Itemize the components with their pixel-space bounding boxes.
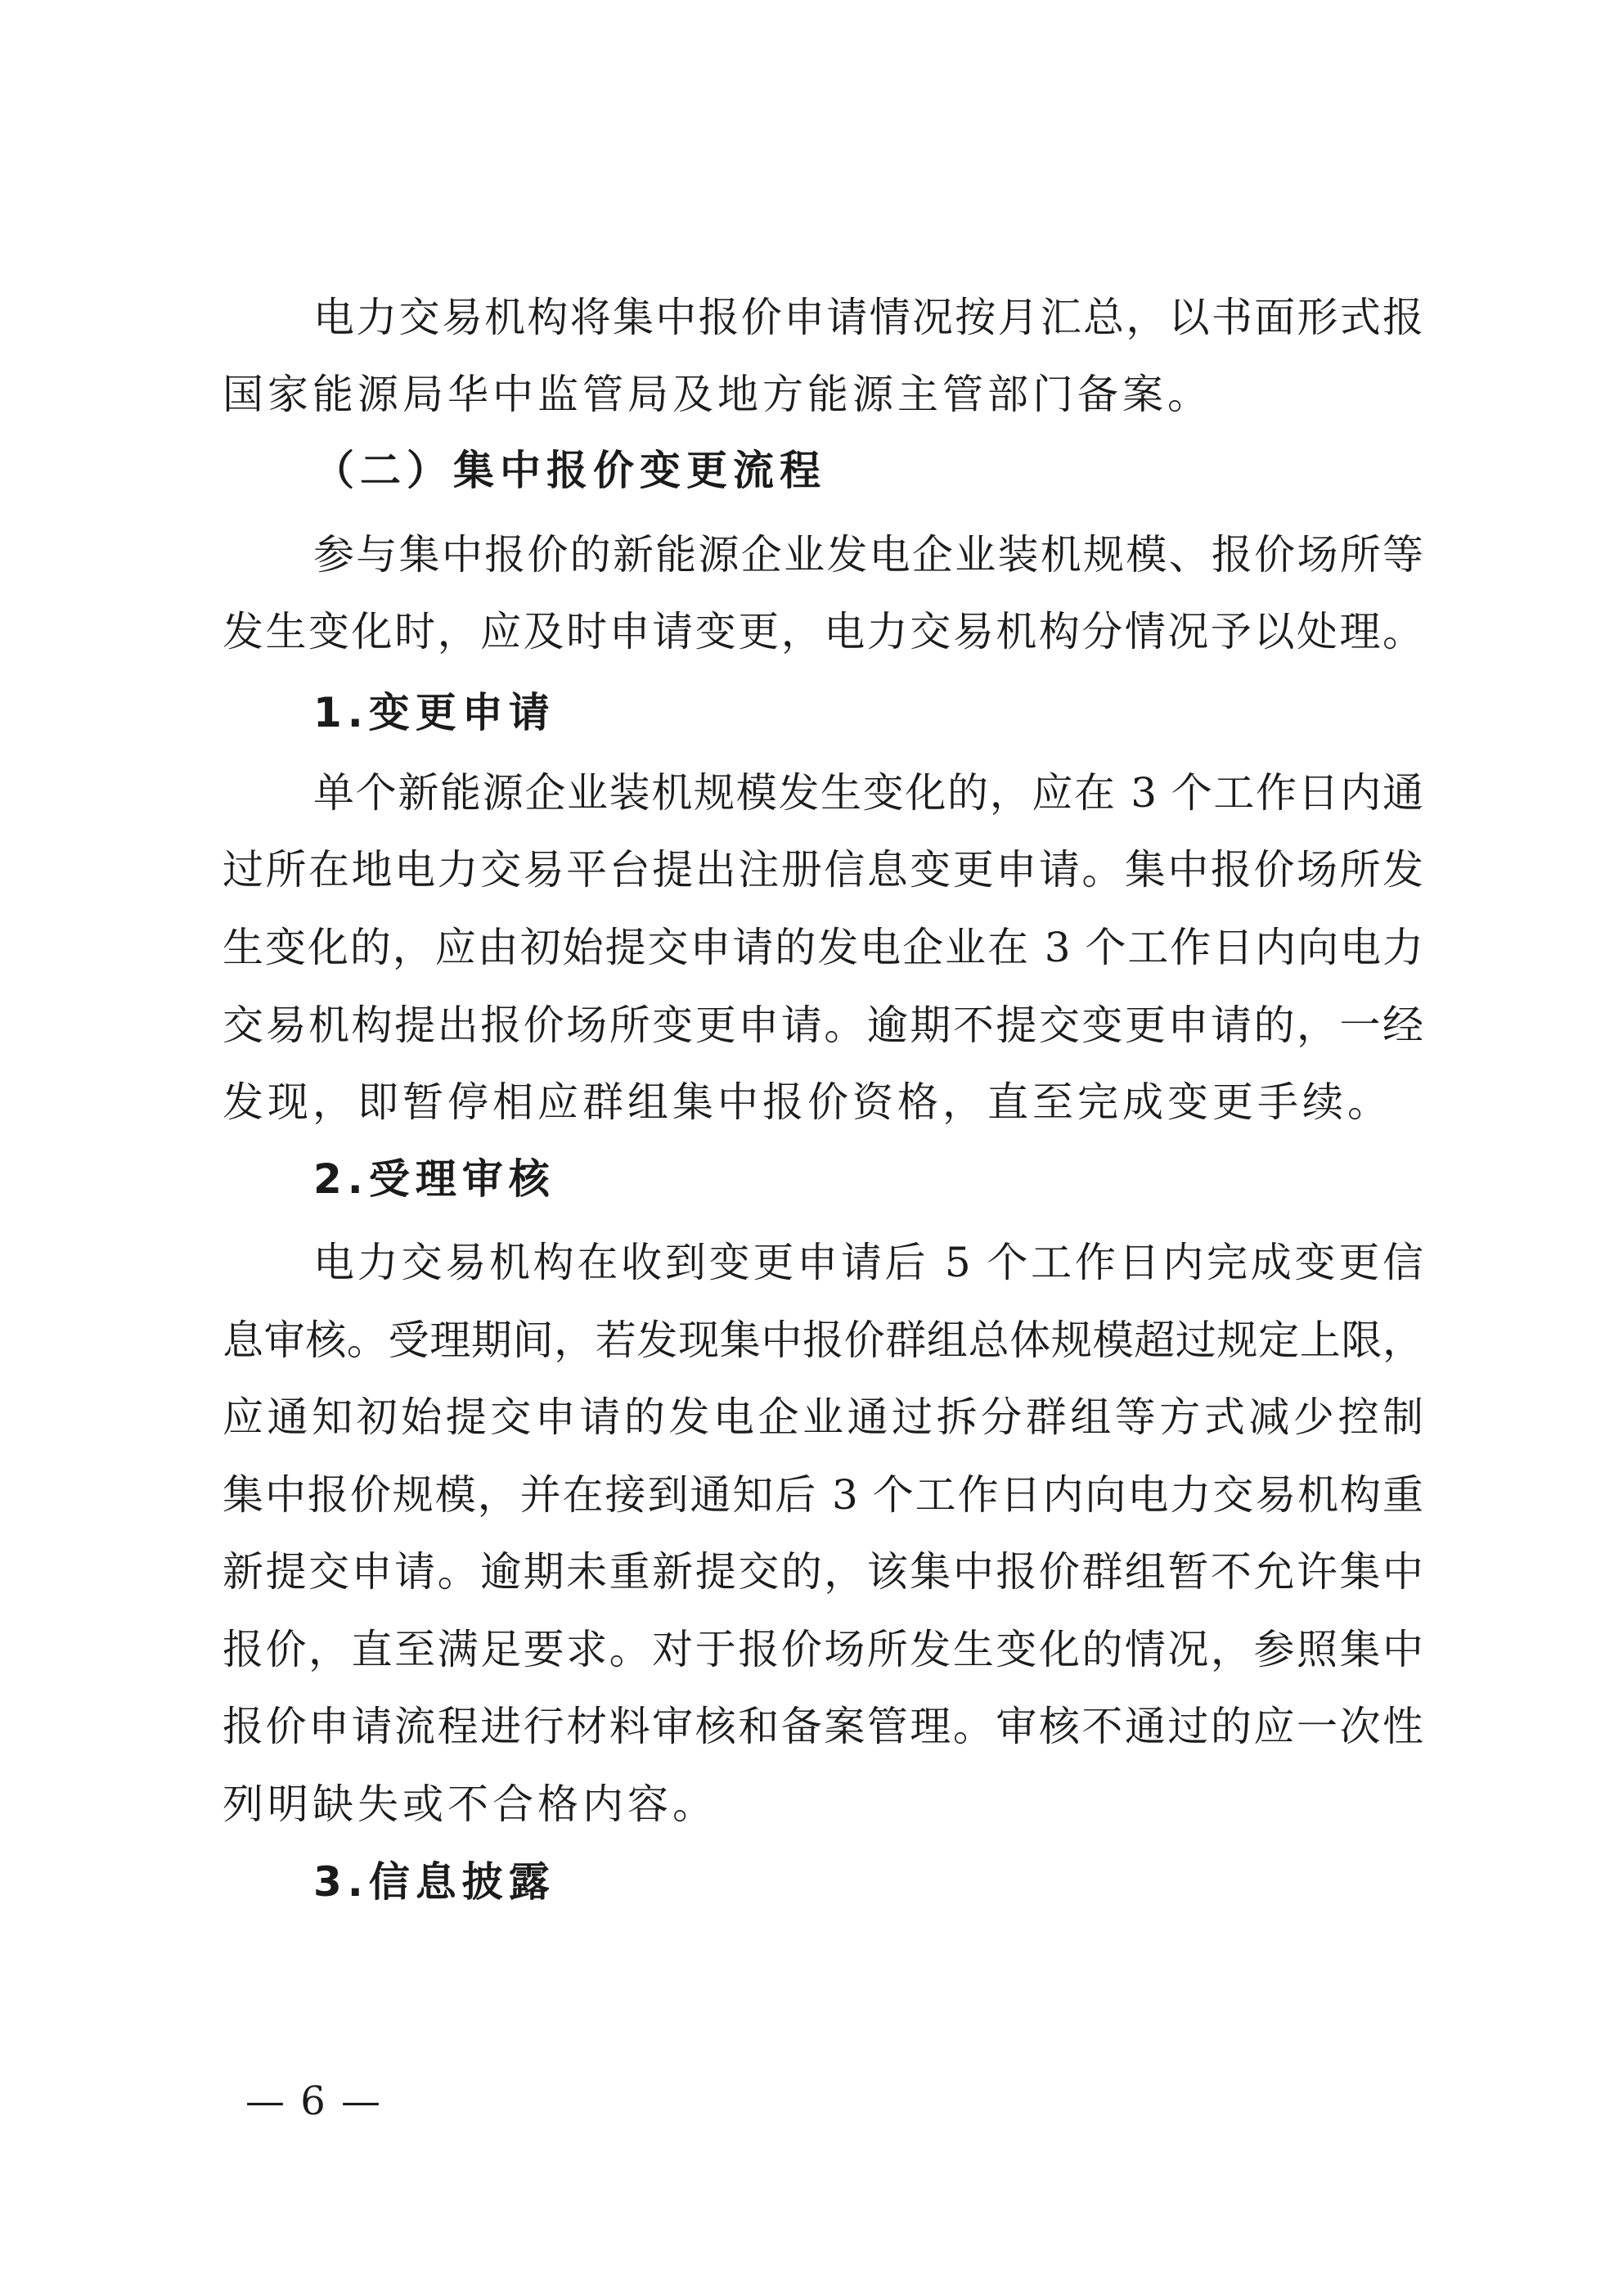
paragraph-line: 报价，直至满足要求。对于报价场所发生变化的情况，参照集中 bbox=[223, 1626, 1423, 1673]
paragraph-line: 单个新能源企业装机规模发生变化的，应在 3 个工作日内通 bbox=[313, 769, 1423, 817]
paragraph-line: 生变化的，应由初始提交申请的发电企业在 3 个工作日内向电力 bbox=[223, 924, 1423, 971]
paragraph-line: 参与集中报价的新能源企业发电企业装机规模、报价场所等 bbox=[313, 531, 1423, 579]
section-heading: （二）集中报价变更流程 bbox=[313, 447, 826, 494]
paragraph-line: 息审核。受理期间，若发现集中报价群组总体规模超过规定上限， bbox=[223, 1317, 1423, 1364]
paragraph-line: 交易机构提出报价场所变更申请。逾期不提交变更申请的，一经 bbox=[223, 1002, 1423, 1049]
paragraph-line: 发现，即暂停相应群组集中报价资格，直至完成变更手续。 bbox=[223, 1078, 1392, 1126]
subsection-heading: 1.变更申请 bbox=[313, 689, 555, 736]
paragraph-line: 列明缺失或不合格内容。 bbox=[223, 1781, 717, 1828]
paragraph-line: 国家能源局华中监管局及地方能源主管部门备案。 bbox=[223, 371, 1212, 418]
subsection-heading: 2.受理审核 bbox=[313, 1155, 555, 1203]
paragraph-line: 过所在地电力交易平台提出注册信息变更申请。集中报价场所发 bbox=[223, 846, 1423, 894]
paragraph-line: 新提交申请。逾期未重新提交的，该集中报价群组暂不允许集中 bbox=[223, 1548, 1423, 1596]
paragraph-line: 集中报价规模，并在接到通知后 3 个工作日内向电力交易机构重 bbox=[223, 1471, 1423, 1519]
page-number: — 6 — bbox=[245, 2078, 383, 2124]
paragraph-line: 报价申请流程进行材料审核和备案管理。审核不通过的应一次性 bbox=[223, 1703, 1423, 1750]
paragraph-line: 应通知初始提交申请的发电企业通过拆分群组等方式减少控制 bbox=[223, 1393, 1423, 1441]
subsection-heading: 3.信息披露 bbox=[313, 1858, 555, 1906]
paragraph-line: 发生变化时，应及时申请变更，电力交易机构分情况予以处理。 bbox=[223, 608, 1423, 655]
paragraph-line: 电力交易机构在收到变更申请后 5 个工作日内完成变更信 bbox=[313, 1239, 1423, 1286]
paragraph-line: 电力交易机构将集中报价申请情况按月汇总，以书面形式报 bbox=[313, 294, 1423, 341]
